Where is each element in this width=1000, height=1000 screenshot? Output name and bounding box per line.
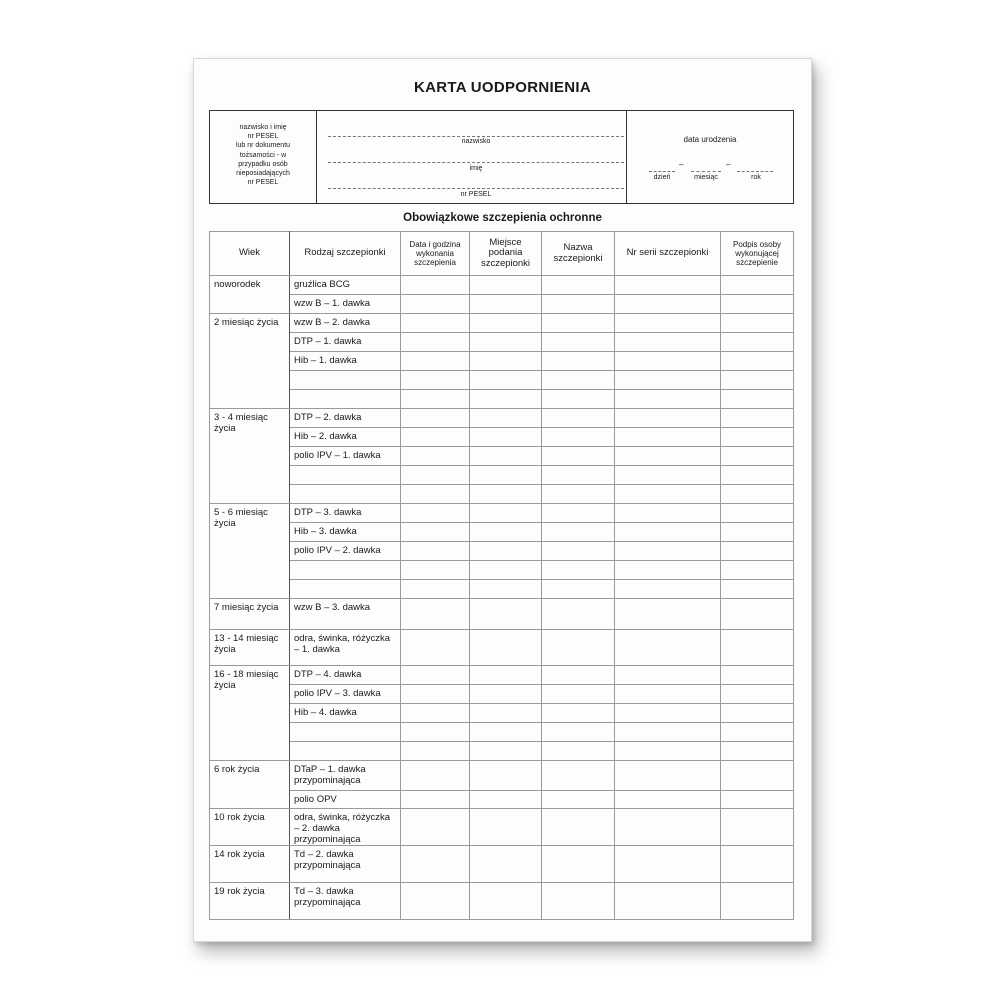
batch-number-cell[interactable] [615,504,721,523]
injection-site-cell[interactable] [470,409,542,428]
table-row [210,846,794,883]
batch-number-cell[interactable] [615,333,721,352]
injection-site-cell[interactable] [470,314,542,333]
vaccine-cell: DTP – 4. dawka [290,666,401,685]
vaccine-name-cell[interactable] [542,704,615,723]
date-time-cell[interactable] [401,485,470,504]
vaccine-cell: wzw B – 1. dawka [290,295,401,314]
table-row [210,791,794,809]
section-title: Obowiązkowe szczepienia ochronne [403,212,602,224]
signature-cell[interactable] [721,447,794,466]
name-line[interactable] [328,162,624,163]
vaccine-name-cell[interactable] [542,371,615,390]
identity-label: nazwisko i imię nr PESEL lub nr dokumentu tożsamości - w przypadku osób nieposiadających nr PESEL [235,124,291,187]
vaccine-cell [290,580,401,599]
vaccine-name-cell[interactable] [542,742,615,761]
vaccine-name-cell[interactable] [542,428,615,447]
vaccine-name-cell[interactable] [542,390,615,409]
vaccine-name-cell[interactable] [542,883,615,920]
vaccine-name-cell[interactable] [542,542,615,561]
table-header-row [210,232,794,276]
vaccine-cell: Hib – 3. dawka [290,523,401,542]
batch-number-cell[interactable] [615,685,721,704]
batch-number-cell[interactable] [615,276,721,295]
vaccine-cell: odra, świnka, różyczka – 2. dawka przypominająca [290,809,401,846]
batch-number-cell[interactable] [615,761,721,791]
table-row [210,314,794,333]
signature-cell[interactable] [721,723,794,742]
dob-month-line[interactable] [691,171,721,172]
vaccine-name-cell[interactable] [542,723,615,742]
date-time-cell[interactable] [401,666,470,685]
batch-number-cell[interactable] [615,883,721,920]
vaccine-cell [290,742,401,761]
table-row [210,685,794,704]
dob-day-caption: dzień [653,174,671,181]
injection-site-cell[interactable] [470,352,542,371]
header-signature: Podpis osoby wykonującej szczepienie [721,232,794,276]
dob-day-line[interactable] [649,171,675,172]
pesel-line[interactable] [328,188,624,189]
date-time-cell[interactable] [401,295,470,314]
date-time-cell[interactable] [401,447,470,466]
batch-number-cell[interactable] [615,447,721,466]
batch-number-cell[interactable] [615,666,721,685]
vaccine-name-cell[interactable] [542,666,615,685]
batch-number-cell[interactable] [615,723,721,742]
vaccine-name-cell[interactable] [542,466,615,485]
signature-cell[interactable] [721,599,794,630]
vaccine-name-cell[interactable] [542,523,615,542]
table-row [210,447,794,466]
table-row [210,371,794,390]
date-time-cell[interactable] [401,761,470,791]
date-time-cell[interactable] [401,630,470,666]
injection-site-cell[interactable] [470,542,542,561]
vaccine-cell: odra, świnka, różyczka – 1. dawka [290,630,401,666]
batch-number-cell[interactable] [615,409,721,428]
vaccine-cell: Td – 2. dawka przypominająca [290,846,401,883]
injection-site-cell[interactable] [470,685,542,704]
age-cell: 13 - 14 miesiąc życia [210,630,290,666]
injection-site-cell[interactable] [470,447,542,466]
dob-dash-1: – [679,160,684,169]
table-row [210,561,794,580]
table-row [210,409,794,428]
age-cell: 14 rok życia [210,846,290,883]
date-time-cell[interactable] [401,466,470,485]
table-row [210,809,794,846]
injection-site-cell[interactable] [470,466,542,485]
date-time-cell[interactable] [401,883,470,920]
date-time-cell[interactable] [401,791,470,809]
table-row [210,466,794,485]
vaccine-cell: DTP – 2. dawka [290,409,401,428]
age-cell: 19 rok życia [210,883,290,920]
dob-dash-2: – [726,160,731,169]
injection-site-cell[interactable] [470,791,542,809]
header-injection-site: Miejsce podania szczepionki [470,232,542,276]
date-time-cell[interactable] [401,561,470,580]
dob-label: data urodzenia [683,135,737,144]
vaccine-cell: Td – 3. dawka przypominająca [290,883,401,920]
vaccine-cell: wzw B – 3. dawka [290,599,401,630]
table-row [210,428,794,447]
table-row [210,333,794,352]
date-time-cell[interactable] [401,352,470,371]
date-time-cell[interactable] [401,333,470,352]
vaccine-name-cell[interactable] [542,791,615,809]
signature-cell[interactable] [721,742,794,761]
batch-number-cell[interactable] [615,542,721,561]
date-time-cell[interactable] [401,523,470,542]
injection-site-cell[interactable] [470,485,542,504]
age-cell: 10 rok życia [210,809,290,846]
age-cell: 5 - 6 miesiąc życia [210,504,290,599]
name-caption: imię [469,165,483,172]
date-time-cell[interactable] [401,599,470,630]
date-time-cell[interactable] [401,371,470,390]
date-time-cell[interactable] [401,314,470,333]
injection-site-cell[interactable] [470,561,542,580]
batch-number-cell[interactable] [615,791,721,809]
vaccine-cell [290,371,401,390]
batch-number-cell[interactable] [615,390,721,409]
vaccine-name-cell[interactable] [542,846,615,883]
date-time-cell[interactable] [401,809,470,846]
injection-site-cell[interactable] [470,390,542,409]
date-time-cell[interactable] [401,685,470,704]
table-row [210,761,794,791]
injection-site-cell[interactable] [470,761,542,791]
injection-site-cell[interactable] [470,504,542,523]
age-cell: noworodek [210,276,290,314]
batch-number-cell[interactable] [615,295,721,314]
injection-site-cell[interactable] [470,809,542,846]
batch-number-cell[interactable] [615,704,721,723]
header-age: Wiek [210,232,290,276]
table-row [210,704,794,723]
signature-cell[interactable] [721,371,794,390]
table-row [210,485,794,504]
table-row [210,295,794,314]
table-row [210,883,794,920]
batch-number-cell[interactable] [615,846,721,883]
date-time-cell[interactable] [401,409,470,428]
batch-number-cell[interactable] [615,352,721,371]
signature-cell[interactable] [721,504,794,523]
signature-cell[interactable] [721,883,794,920]
surname-line[interactable] [328,136,624,137]
injection-site-cell[interactable] [470,333,542,352]
signature-cell[interactable] [721,580,794,599]
date-time-cell[interactable] [401,428,470,447]
table-row [210,742,794,761]
signature-cell[interactable] [721,809,794,846]
injection-site-cell[interactable] [470,883,542,920]
vaccine-name-cell[interactable] [542,314,615,333]
signature-cell[interactable] [721,352,794,371]
batch-number-cell[interactable] [615,371,721,390]
table-row [210,666,794,685]
batch-number-cell[interactable] [615,599,721,630]
signature-cell[interactable] [721,409,794,428]
header-vaccine-type: Rodzaj szczepionki [290,232,401,276]
signature-cell[interactable] [721,704,794,723]
batch-number-cell[interactable] [615,314,721,333]
batch-number-cell[interactable] [615,630,721,666]
vaccine-name-cell[interactable] [542,447,615,466]
batch-number-cell[interactable] [615,523,721,542]
age-cell: 7 miesiąc życia [210,599,290,630]
signature-cell[interactable] [721,466,794,485]
table-row [210,390,794,409]
dob-month-caption: miesiąc [694,174,718,181]
vaccine-cell: Hib – 1. dawka [290,352,401,371]
injection-site-cell[interactable] [470,666,542,685]
injection-site-cell[interactable] [470,742,542,761]
date-time-cell[interactable] [401,846,470,883]
date-time-cell[interactable] [401,542,470,561]
vaccine-name-cell[interactable] [542,761,615,791]
vaccine-cell: DTaP – 1. dawka przypominająca [290,761,401,791]
date-time-cell[interactable] [401,390,470,409]
identity-box [209,110,794,204]
age-cell: 3 - 4 miesiąc życia [210,409,290,504]
injection-site-cell[interactable] [470,704,542,723]
table-row [210,352,794,371]
injection-site-cell[interactable] [470,723,542,742]
table-row [210,542,794,561]
date-time-cell[interactable] [401,723,470,742]
vaccine-cell: Hib – 4. dawka [290,704,401,723]
batch-number-cell[interactable] [615,485,721,504]
vaccine-cell: polio OPV [290,791,401,809]
signature-cell[interactable] [721,485,794,504]
batch-number-cell[interactable] [615,742,721,761]
vaccine-cell [290,390,401,409]
table-row [210,599,794,630]
injection-site-cell[interactable] [470,523,542,542]
age-cell: 6 rok życia [210,761,290,809]
table-row [210,523,794,542]
age-cell: 2 miesiąc życia [210,314,290,409]
date-time-cell[interactable] [401,504,470,523]
signature-cell[interactable] [721,542,794,561]
date-of-birth-cell [626,111,793,203]
surname-caption: nazwisko [461,138,491,145]
signature-cell[interactable] [721,791,794,809]
date-time-cell[interactable] [401,276,470,295]
table-row [210,580,794,599]
vaccine-cell [290,485,401,504]
vaccine-cell: DTP – 3. dawka [290,504,401,523]
vaccine-name-cell[interactable] [542,561,615,580]
vaccine-cell: gruźlica BCG [290,276,401,295]
vaccine-name-cell[interactable] [542,599,615,630]
batch-number-cell[interactable] [615,580,721,599]
vaccine-name-cell[interactable] [542,630,615,666]
vaccine-cell: polio IPV – 1. dawka [290,447,401,466]
dob-year-caption: rok [751,174,761,181]
vaccine-cell [290,466,401,485]
injection-site-cell[interactable] [470,599,542,630]
vaccine-name-cell[interactable] [542,333,615,352]
signature-cell[interactable] [721,685,794,704]
table-row [210,276,794,295]
signature-cell[interactable] [721,666,794,685]
batch-number-cell[interactable] [615,466,721,485]
vaccine-cell: polio IPV – 3. dawka [290,685,401,704]
vaccine-cell: DTP – 1. dawka [290,333,401,352]
vaccine-cell [290,723,401,742]
vaccine-name-cell[interactable] [542,485,615,504]
header-date-time: Data i godzina wykonania szczepienia [401,232,470,276]
signature-cell[interactable] [721,295,794,314]
signature-cell[interactable] [721,314,794,333]
signature-cell[interactable] [721,761,794,791]
card-title: KARTA UODPORNIENIA [413,79,592,96]
vaccine-name-cell[interactable] [542,295,615,314]
vaccine-name-cell[interactable] [542,809,615,846]
age-cell: 16 - 18 miesiąc życia [210,666,290,761]
signature-cell[interactable] [721,523,794,542]
injection-site-cell[interactable] [470,428,542,447]
table-row [210,504,794,523]
vaccine-cell: wzw B – 2. dawka [290,314,401,333]
vaccine-name-cell[interactable] [542,580,615,599]
injection-site-cell[interactable] [470,580,542,599]
batch-number-cell[interactable] [615,428,721,447]
injection-site-cell[interactable] [470,371,542,390]
immunization-card [193,58,812,942]
vaccine-name-cell[interactable] [542,352,615,371]
injection-site-cell[interactable] [470,295,542,314]
header-vaccine-name: Nazwa szczepionki [542,232,615,276]
signature-cell[interactable] [721,276,794,295]
vaccine-name-cell[interactable] [542,504,615,523]
table-row [210,630,794,666]
dob-year-line[interactable] [737,171,773,172]
vaccine-name-cell[interactable] [542,409,615,428]
vaccine-cell: polio IPV – 2. dawka [290,542,401,561]
signature-cell[interactable] [721,561,794,580]
vaccine-name-cell[interactable] [542,276,615,295]
batch-number-cell[interactable] [615,561,721,580]
header-batch-number: Nr serii szczepionki [615,232,721,276]
signature-cell[interactable] [721,846,794,883]
injection-site-cell[interactable] [470,846,542,883]
date-time-cell[interactable] [401,704,470,723]
date-time-cell[interactable] [401,580,470,599]
batch-number-cell[interactable] [615,809,721,846]
date-time-cell[interactable] [401,742,470,761]
vaccination-table [209,231,794,920]
signature-cell[interactable] [721,630,794,666]
vaccine-name-cell[interactable] [542,685,615,704]
injection-site-cell[interactable] [470,630,542,666]
vaccine-cell [290,561,401,580]
signature-cell[interactable] [721,390,794,409]
signature-cell[interactable] [721,333,794,352]
identity-label-cell [210,111,317,203]
signature-cell[interactable] [721,428,794,447]
pesel-caption: nr PESEL [460,191,492,198]
table-row [210,723,794,742]
injection-site-cell[interactable] [470,276,542,295]
vaccine-cell: Hib – 2. dawka [290,428,401,447]
